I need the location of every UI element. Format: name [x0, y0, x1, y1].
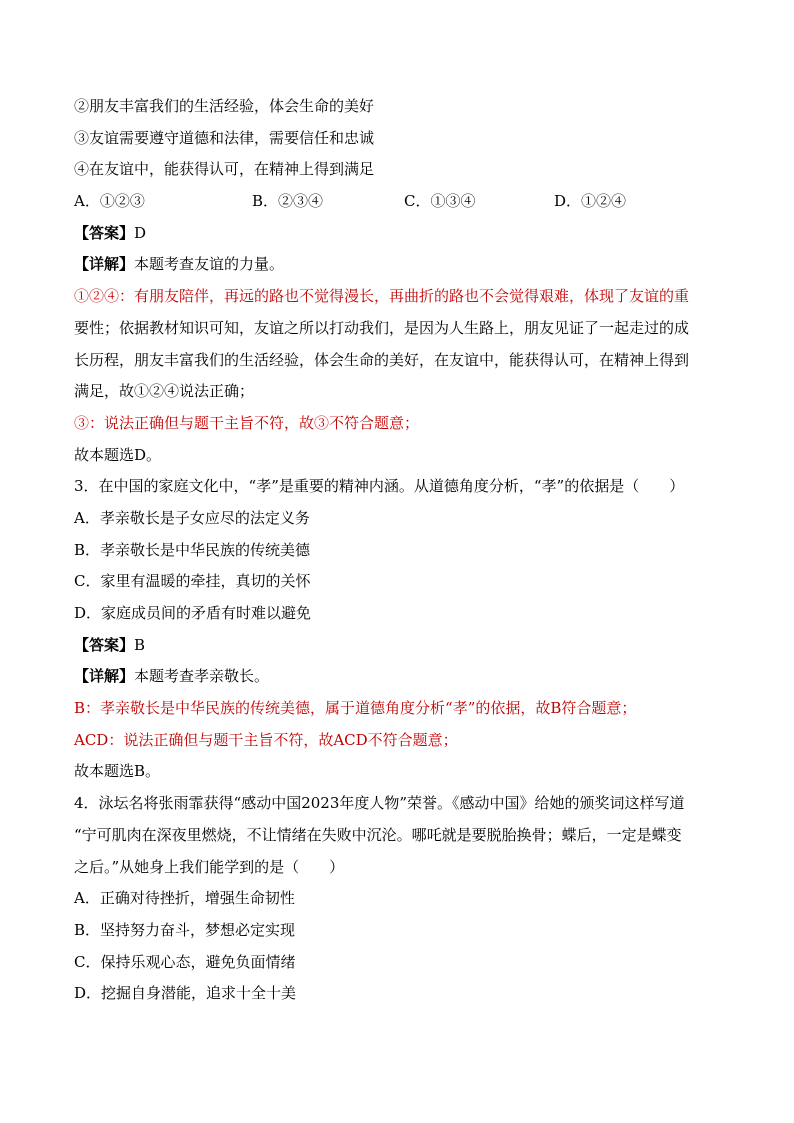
- q2-answer: [74, 223, 724, 255]
- q3-explanation-2: ACD：说法正确但与题干主旨不符，故ACD不符合题意；: [74, 730, 458, 749]
- q2-choice-d: D．①②④: [554, 192, 627, 211]
- q4-choice-c: C．保持乐观心态，避免负面情绪: [74, 952, 296, 971]
- detail-tag: 【详解】: [74, 667, 135, 686]
- detail-tag: 【详解】: [74, 255, 135, 274]
- q3-explanation-1: B：孝亲敬长是中华民族的传统美德，属于道德角度分析“孝”的依据，故B符合题意；: [74, 699, 637, 718]
- document-page: [74, 96, 724, 1015]
- q3-choice-a: A．孝亲敬长是子女应尽的法定义务: [74, 508, 310, 527]
- q4-choice-a: A．正确对待挫折，增强生命韧性: [74, 889, 295, 908]
- answer-value: D: [134, 223, 147, 242]
- q2-choice-a: A．①②③: [74, 192, 145, 211]
- q4-choice-d: D．挖掘自身潜能，追求十全十美: [74, 984, 297, 1003]
- q4-stem-line-3: 之后。”从她身上我们能学到的是（ ）: [74, 857, 345, 876]
- q2-choice-b: B．②③④: [252, 192, 324, 211]
- detail-intro: 本题考查友谊的力量。: [134, 255, 285, 274]
- detail-intro: 本题考查孝亲敬长。: [134, 667, 270, 686]
- q3-choice-c: C．家里有温暖的牵挂，真切的关怀: [74, 572, 311, 591]
- q2-choices: [74, 191, 724, 223]
- q2-option-item-3: ③友谊需要遵守道德和法律，需要信任和忠诚: [74, 128, 375, 147]
- q3-choice-d: D．家庭成员间的矛盾有时难以避免: [74, 604, 312, 622]
- q2-explanation-line-4: 满足，故①②④说法正确；: [74, 382, 255, 401]
- answer-tag: 【答案】: [74, 635, 135, 654]
- q2-choice-c: C．①③④: [404, 192, 476, 211]
- q3-stem: 3．在中国的家庭文化中，“孝”是重要的精神内涵。从道德角度分析，“孝”的依据是（ ）: [74, 477, 685, 496]
- answer-tag: 【答案】: [74, 223, 135, 242]
- q4-stem-line-2: “宁可肌肉在深夜里燃烧，不让情绪在失败中沉沦。哪吒就是要脱胎换骨；蝶后，一定是蝶变: [74, 825, 682, 844]
- q2-explanation-line-3: 长历程，朋友丰富我们的生活经验，体会生命的美好，在友谊中，能获得认可，在精神上得到: [74, 350, 690, 369]
- q3-choice-b: B．孝亲敬长是中华民族的传统美德: [74, 540, 311, 559]
- q3-conclusion: 故本题选B。: [74, 762, 161, 781]
- q2-option-item-4: ④在友谊中，能获得认可，在精神上得到满足: [74, 160, 375, 179]
- q2-option-item-2: ②朋友丰富我们的生活经验，体会生命的美好: [74, 97, 375, 115]
- q4-stem-line-1: 4．泳坛名将张雨霏获得“感动中国2023年度人物”荣誉。《感动中国》给她的颁奖词这样写道: [74, 794, 685, 813]
- q2-explanation-line-2: 要性；依据教材知识可知，友谊之所以打动我们，是因为人生路上，朋友见证了一起走过的成: [74, 318, 690, 337]
- q2-conclusion: 故本题选D。: [74, 445, 162, 464]
- q3-answer: [74, 635, 724, 667]
- q2-explanation-line-1: ①②④：有朋友陪伴，再远的路也不觉得漫长，再曲折的路也不会觉得艰难，体现了友谊的重: [74, 287, 690, 306]
- q2-explanation-2: ③：说法正确但与题干主旨不符，故③不符合题意；: [74, 413, 420, 432]
- q2-detail: [74, 254, 724, 286]
- answer-value: B: [134, 635, 146, 654]
- q4-choice-b: B．坚持努力奋斗，梦想必定实现: [74, 920, 296, 939]
- q3-detail: [74, 666, 724, 698]
